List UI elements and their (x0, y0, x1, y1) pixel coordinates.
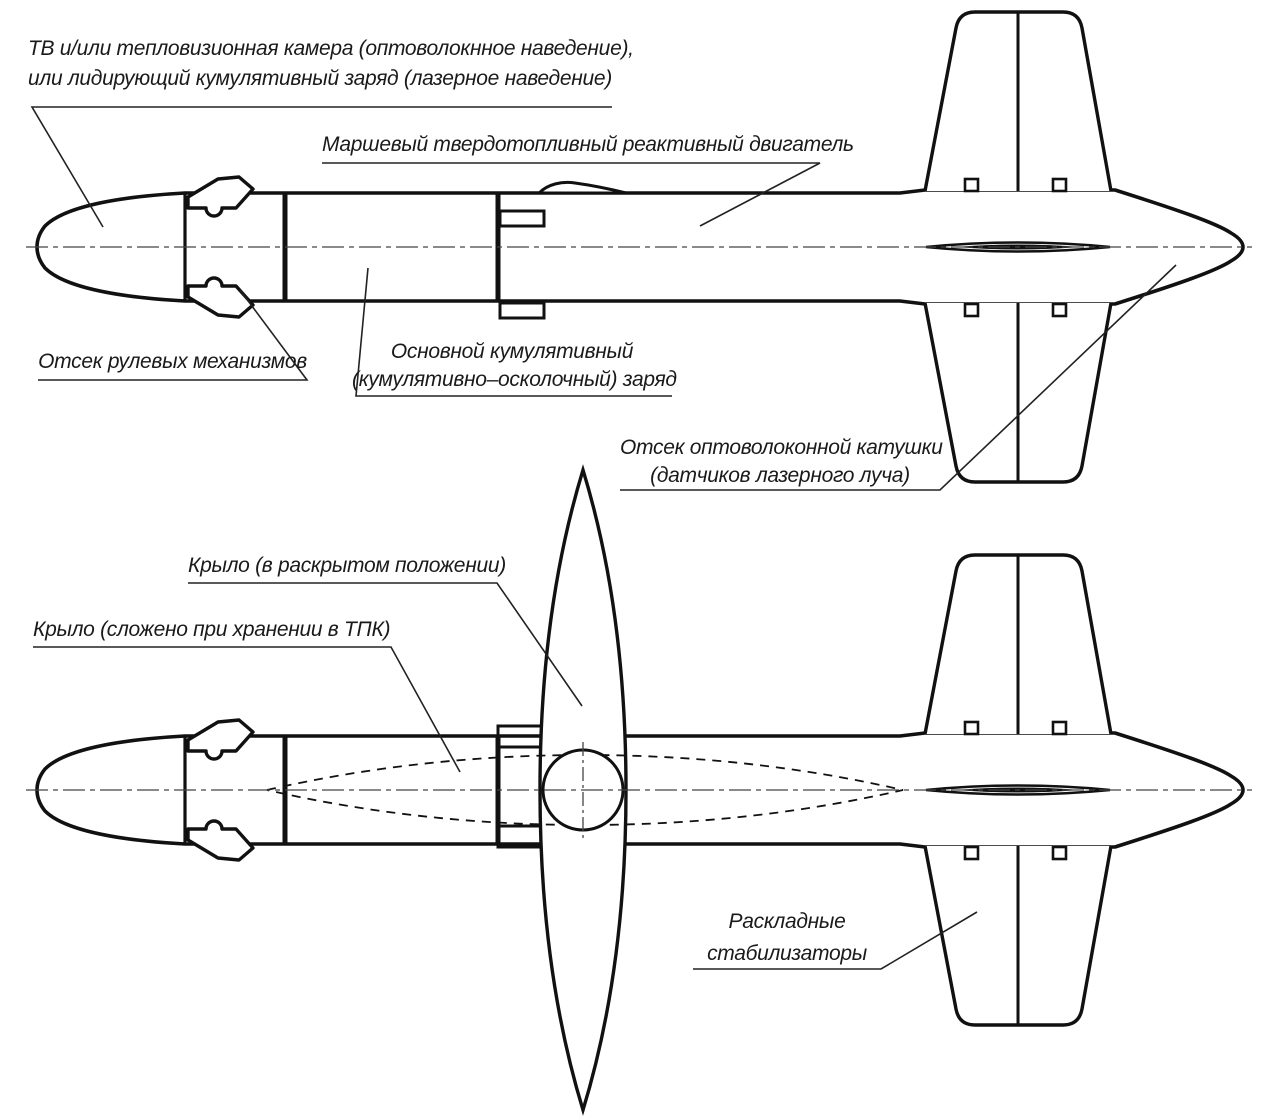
label-seeker-line2: или лидирующий кумулятивный заряд (лазерное наведение) (28, 67, 612, 90)
leader-wing-folded (33, 647, 460, 772)
label-charge-line1: Основной кумулятивный (390, 340, 634, 363)
canard-upper (188, 720, 253, 759)
label-wing-folded-text: Крыло (сложено при хранении в ТПК) (33, 618, 391, 641)
label-fiber (620, 434, 943, 490)
engine-fairing (539, 182, 626, 193)
label-steering (38, 347, 307, 377)
label-charge-line2: (кумулятивно–осколочный) заряд (352, 368, 677, 391)
canard-upper (188, 177, 253, 216)
label-wing-open-text: Крыло (в раскрытом положении) (188, 554, 506, 577)
canard-lower (188, 278, 253, 317)
label-engine (322, 130, 854, 160)
label-seeker-line1: ТВ и/или тепловизионная камера (оптоволокнное наведение), (28, 37, 634, 60)
label-seeker (28, 34, 634, 94)
label-wing-open (188, 551, 506, 581)
label-stabilizers-line1: Раскладные (728, 910, 846, 933)
label-fiber-line2: (датчиков лазерного луча) (650, 464, 910, 487)
wing-lock-fitting-top (500, 211, 544, 226)
leader-seeker (32, 107, 612, 227)
label-stabilizers-line2: стабилизаторы (707, 942, 867, 965)
label-wing-folded (33, 615, 390, 645)
canard-lower (188, 821, 253, 860)
wing-lock-fitting-bottom (500, 303, 544, 318)
label-stabilizers (693, 906, 881, 970)
label-charge (352, 338, 677, 394)
label-steering-text: Отсек рулевых механизмов (38, 350, 307, 373)
label-fiber-line1: Отсек оптоволоконной катушки (620, 436, 943, 459)
label-engine-text: Маршевый твердотопливный реактивный двигатель (322, 133, 854, 156)
